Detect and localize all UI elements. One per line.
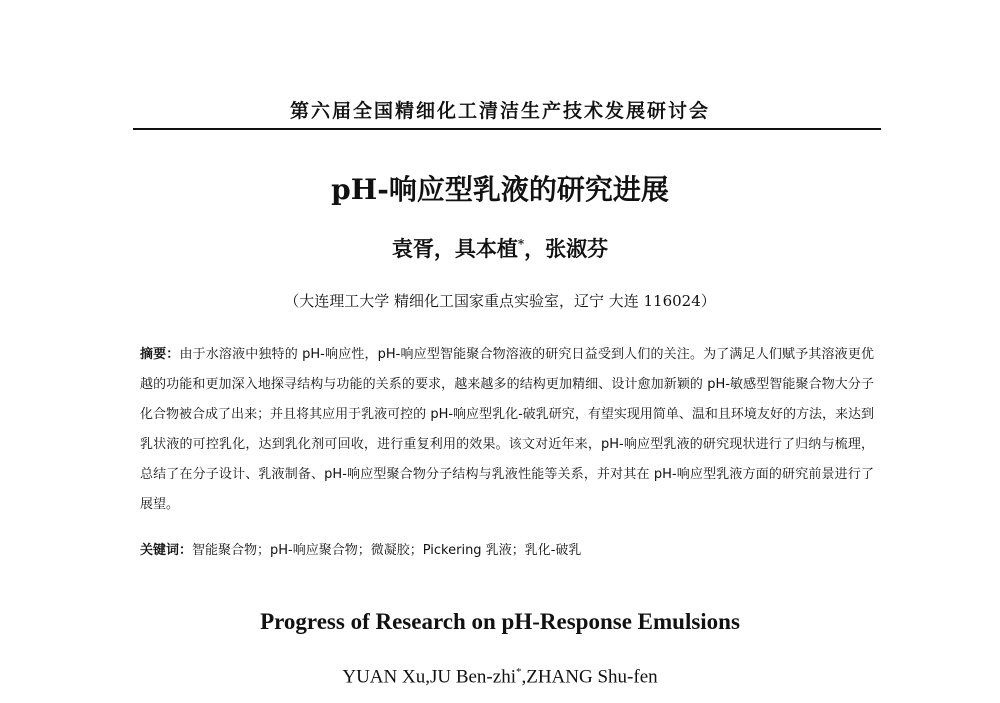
abstract-label: 摘要： [140, 347, 180, 362]
authors [0, 233, 1000, 263]
english-authors-rest: ,ZHANG Shu-fen [521, 666, 658, 688]
abstract-text: 由于水溶液中独特的 pH-响应性，pH-响应型智能聚合物溶液的研究日益受到人们的关注。为了满足人们赋予其溶液更优越的功能和更加深入地探寻结构与功能的关系的要求，越来越多的结构更加精细、设计愈加新颖的 pH-敏感型智能聚合物大分子化合物被合成了出来；并且将其应用于乳液可控的 pH-响应型乳化-破乳研究，有望实现用简单、温和且环境友好的方法，来达到乳状液的可控乳化，达到乳化剂可回收，进行重复利用的效果。该文对近年来，pH-响应型乳液的研究现状进行了归纳与梳理，总结了在分子设计、乳液制备、pH-响应型聚合物分子结构与乳液性能等关系，并对其在 pH-响应型乳液方面的研究前景进行了展望。 [140, 347, 874, 512]
affiliation: （大连理工大学 精细化工国家重点实验室，辽宁 大连 116024） [284, 292, 716, 310]
paper-title: pH-响应型乳液的研究进展 [331, 173, 669, 206]
abstract [140, 340, 874, 520]
english-corresponding-marker: * [515, 666, 522, 678]
corresponding-marker: * [517, 237, 525, 251]
english-title: Progress of Research on pH-Response Emulsions [260, 609, 740, 634]
author-1: 袁胥， [391, 236, 455, 261]
author-2: 具本植 [454, 236, 518, 261]
header-rule [133, 128, 881, 130]
keywords-label: 关键词： [140, 543, 193, 558]
keywords-text: 智能聚合物；pH-响应聚合物；微凝胶；Pickering 乳液；乳化-破乳 [192, 543, 582, 558]
author-3: ，张淑芬 [524, 236, 609, 261]
english-authors-main: YUAN Xu,JU Ben-zhi [342, 666, 516, 688]
english-authors [0, 666, 1000, 688]
conference-header: 第六届全国精细化工清洁生产技术发展研讨会 [289, 100, 710, 122]
keywords [140, 541, 874, 561]
